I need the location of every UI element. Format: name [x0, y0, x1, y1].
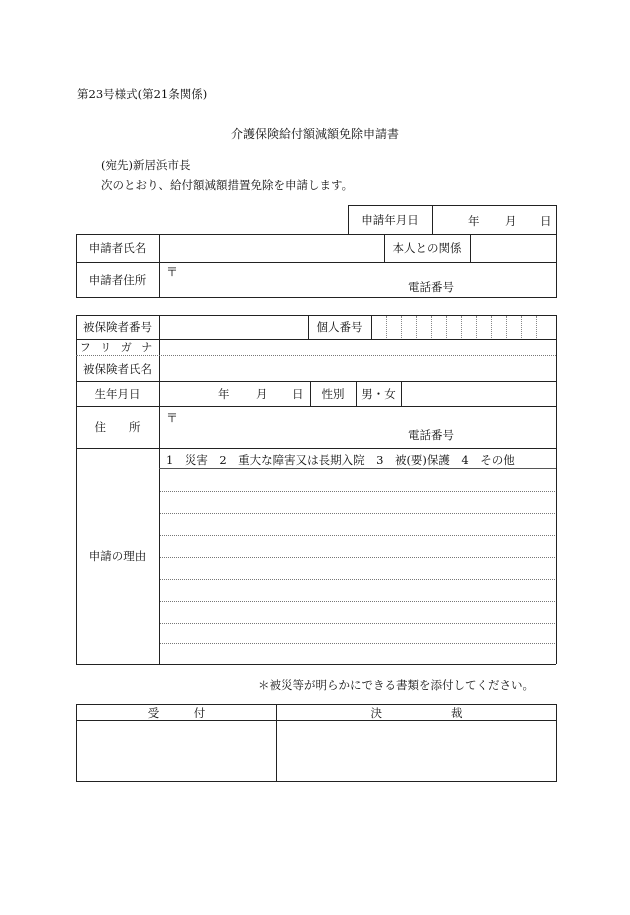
application-date-label: 申請年月日 [361, 212, 419, 227]
decision-stamp-area [277, 721, 555, 781]
insured-number-label: 被保険者番号 [83, 320, 152, 334]
insured-address-label: 住 所 [94, 420, 141, 434]
application-month-label: 月 [505, 214, 517, 228]
applicant-address-field[interactable] [160, 263, 555, 296]
personal-number-label: 個人番号 [316, 320, 363, 334]
birth-month-label: 月 [256, 387, 268, 401]
birth-day-label: 日 [292, 387, 304, 401]
sex-label: 性別 [321, 386, 345, 401]
decision-label: 決 裁 [370, 705, 463, 720]
page-title: 介護保険給付額減額免除申請書 [230, 127, 399, 141]
birth-year-label: 年 [218, 387, 230, 401]
application-day-label: 日 [540, 214, 552, 228]
addressee: (宛先)新居浜市長 [101, 158, 191, 172]
reason-text-area[interactable] [160, 469, 555, 663]
application-date-field[interactable] [432, 206, 555, 233]
furigana-field[interactable] [160, 340, 555, 354]
reason-label: 申請の理由 [88, 549, 147, 563]
attachment-note: ＊被災等が明らかにできる書類を添付してください。 [258, 678, 534, 692]
furigana-label: フ リ ガ ナ [79, 341, 156, 354]
birth-date-label: 生年月日 [94, 386, 141, 401]
application-year-label: 年 [468, 214, 480, 228]
form-number: 第23号様式(第21条関係) [77, 87, 208, 101]
intro-text: 次のとおり、給付額減額措置免除を申請します。 [101, 178, 354, 192]
insured-name-field[interactable] [160, 357, 555, 380]
birth-date-field[interactable] [160, 382, 308, 405]
received-stamp-area [77, 721, 275, 781]
reason-options[interactable]: 1 災害 2 重大な障害又は長期入院 3 被(要)保護 4 その他 [166, 453, 515, 467]
insured-address-field[interactable] [160, 407, 555, 447]
insured-phone-label: 電話番号 [408, 428, 454, 442]
insured-name-label: 被保険者氏名 [83, 361, 152, 376]
relation-label: 本人との関係 [392, 241, 462, 255]
postal-mark-icon: 〒 [166, 411, 179, 425]
received-label: 受 付 [147, 705, 206, 720]
applicant-name-label: 申請者氏名 [88, 241, 147, 255]
insured-number-field[interactable] [160, 316, 307, 338]
personal-number-field[interactable] [372, 316, 555, 338]
applicant-name-field[interactable] [160, 235, 383, 261]
postal-mark-icon: 〒 [166, 265, 179, 279]
applicant-phone-label: 電話番号 [408, 280, 454, 294]
relation-field[interactable] [471, 235, 555, 261]
sex-options[interactable]: 男・女 [361, 386, 396, 401]
applicant-address-label: 申請者住所 [88, 272, 147, 287]
